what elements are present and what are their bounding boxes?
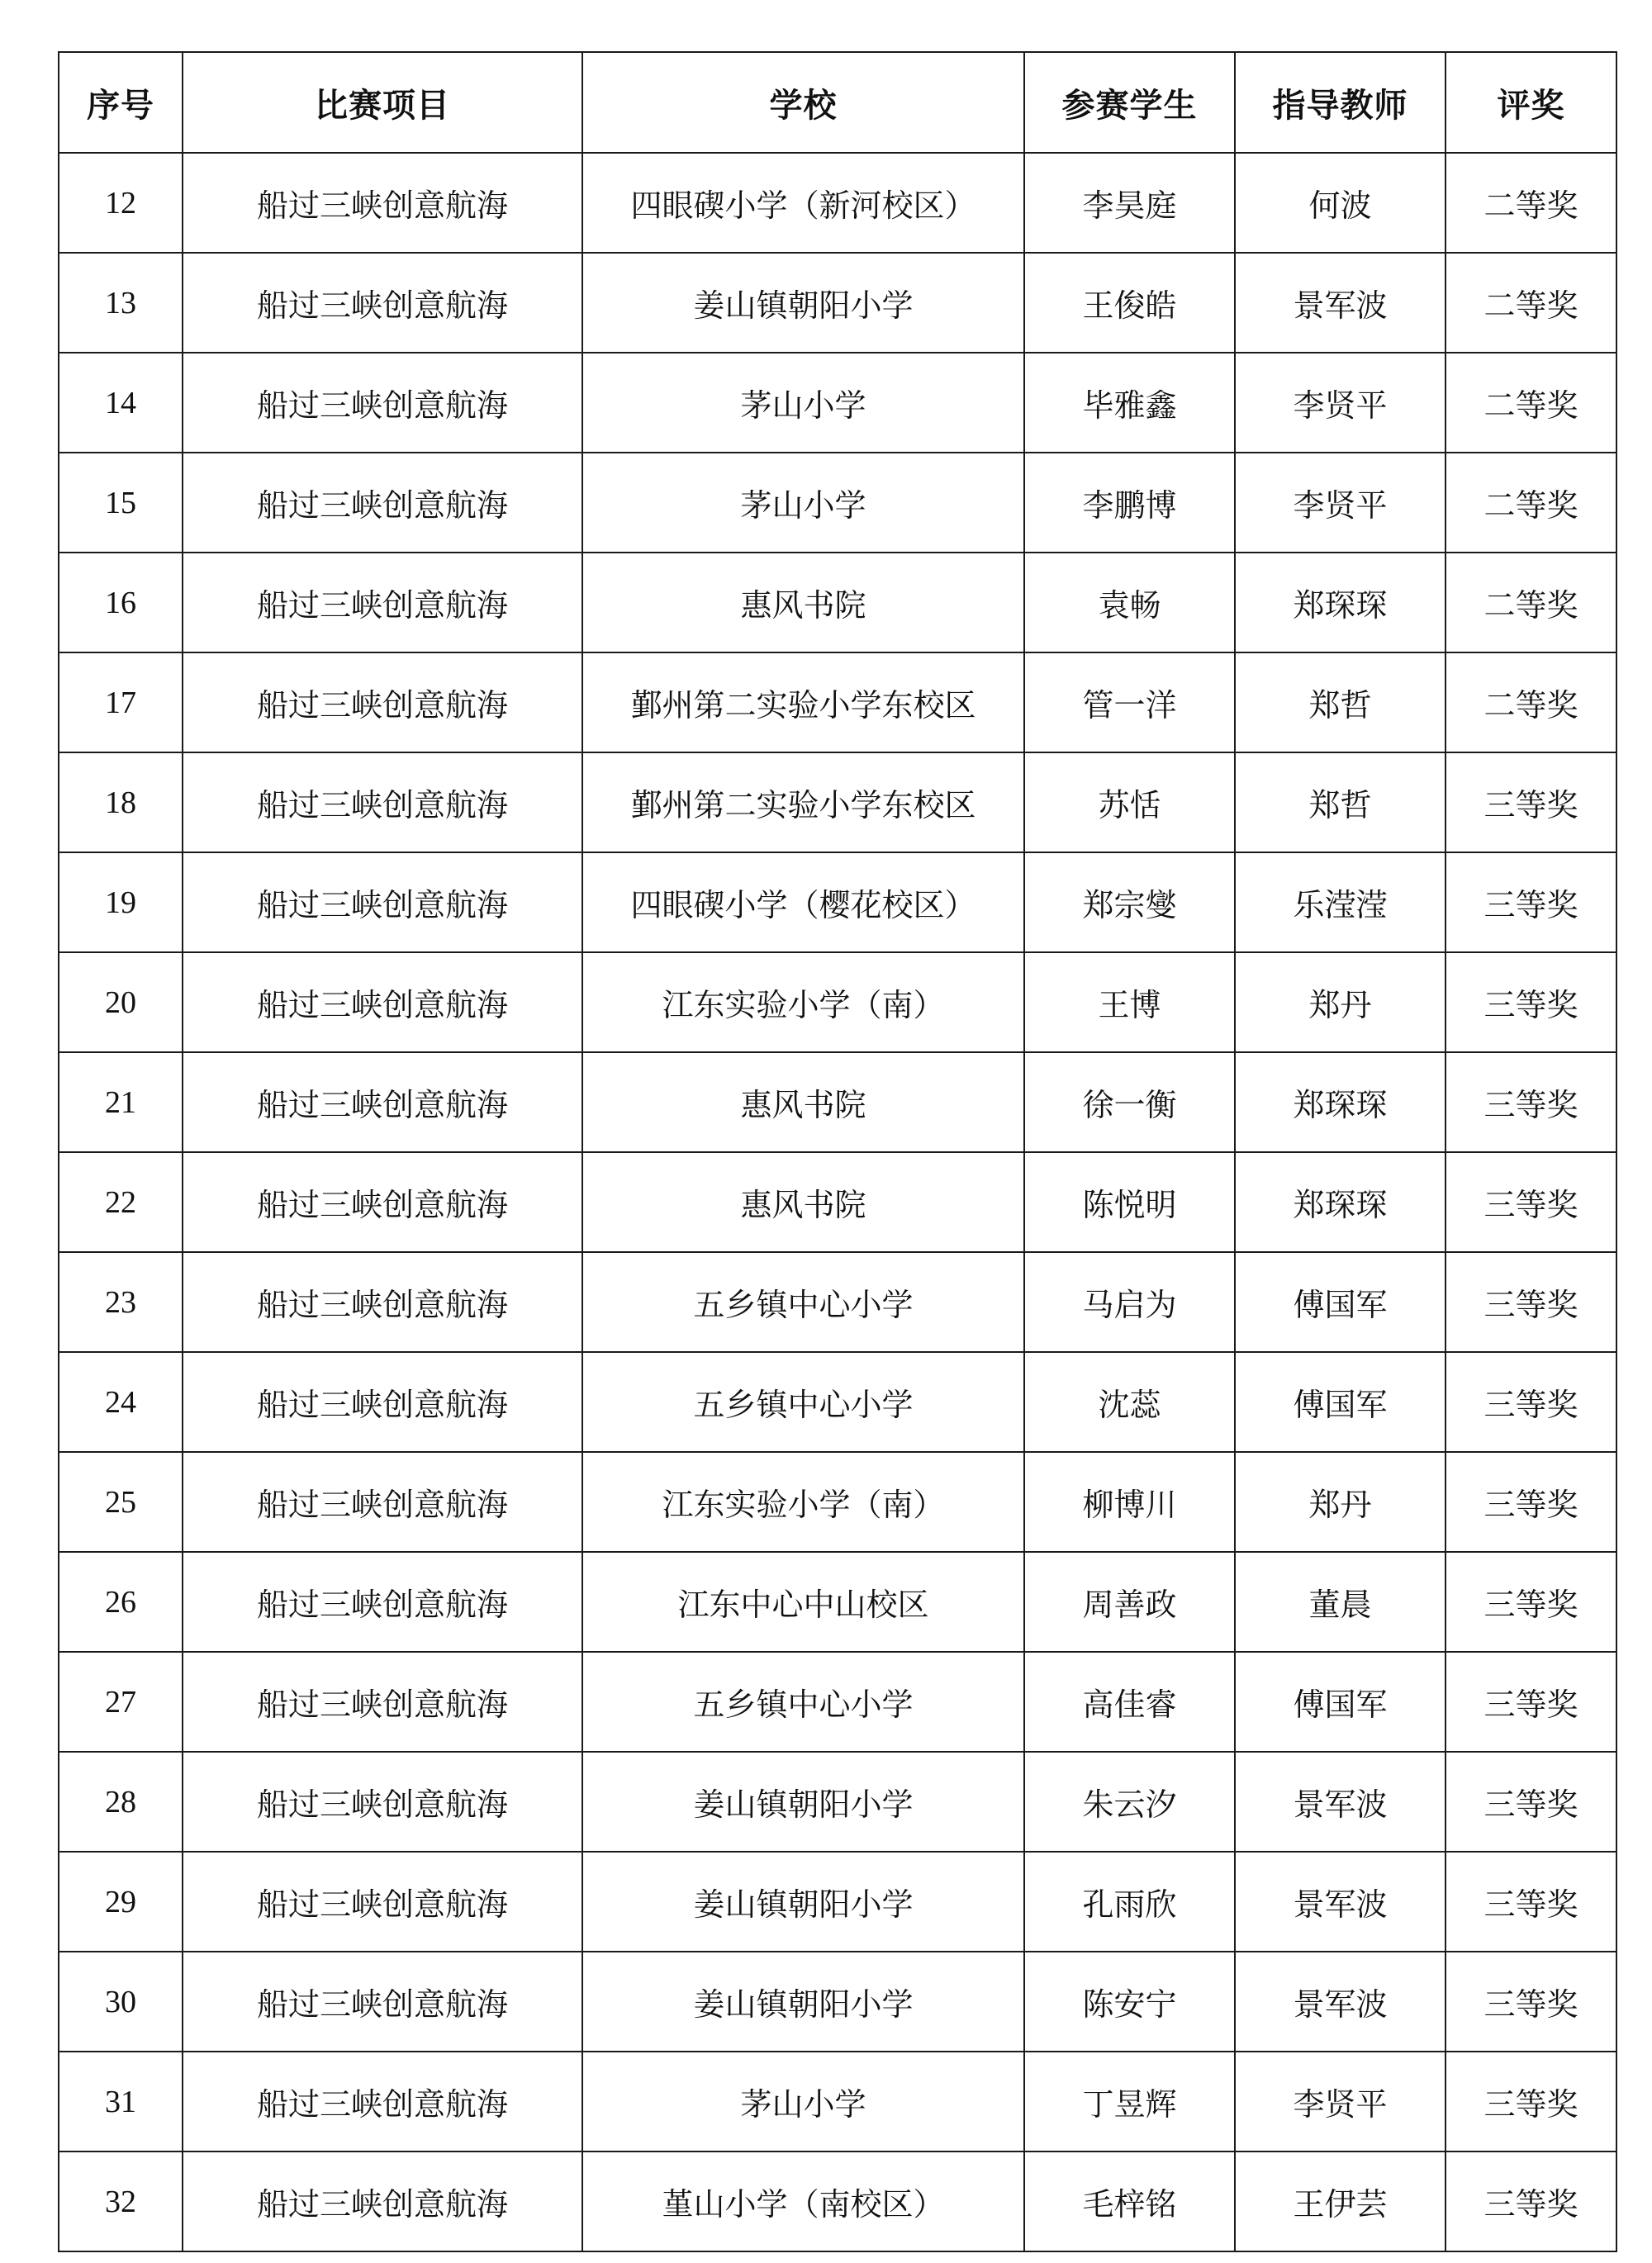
header-award: 评奖: [1446, 52, 1616, 153]
table-row: [59, 952, 1616, 1052]
cell-award: 二等奖: [1446, 153, 1616, 253]
cell-school: 江东实验小学（南）: [582, 952, 1024, 1052]
table-row: [59, 1552, 1616, 1652]
cell-teacher: 景军波: [1235, 253, 1446, 353]
cell-award: 三等奖: [1446, 1952, 1616, 2052]
cell-school: 姜山镇朝阳小学: [582, 1852, 1024, 1952]
table-row: [59, 553, 1616, 652]
cell-teacher: 郑琛琛: [1235, 553, 1446, 652]
cell-teacher: 李贤平: [1235, 453, 1446, 553]
cell-teacher: 李贤平: [1235, 353, 1446, 453]
cell-no: 12: [59, 153, 183, 253]
table-header: [59, 52, 1616, 153]
cell-event: 船过三峡创意航海: [183, 1152, 582, 1252]
cell-event: 船过三峡创意航海: [183, 1052, 582, 1152]
cell-teacher: 傅国军: [1235, 1652, 1446, 1752]
table-row: [59, 652, 1616, 752]
cell-teacher: 傅国军: [1235, 1352, 1446, 1452]
cell-teacher: 董晨: [1235, 1552, 1446, 1652]
cell-student: 徐一衡: [1024, 1052, 1235, 1152]
cell-event: 船过三峡创意航海: [183, 1352, 582, 1452]
cell-no: 21: [59, 1052, 183, 1152]
cell-award: 三等奖: [1446, 1452, 1616, 1552]
cell-no: 14: [59, 353, 183, 453]
table-row: [59, 1352, 1616, 1452]
cell-teacher: 王伊芸: [1235, 2152, 1446, 2251]
cell-award: 三等奖: [1446, 1052, 1616, 1152]
cell-student: 苏恬: [1024, 752, 1235, 852]
table-row: [59, 1052, 1616, 1152]
cell-event: 船过三峡创意航海: [183, 1552, 582, 1652]
header-event: 比赛项目: [183, 52, 582, 153]
cell-student: 王俊皓: [1024, 253, 1235, 353]
cell-student: 李昊庭: [1024, 153, 1235, 253]
cell-school: 四眼碶小学（新河校区）: [582, 153, 1024, 253]
cell-no: 20: [59, 952, 183, 1052]
cell-teacher: 郑琛琛: [1235, 1052, 1446, 1152]
document-page: [58, 51, 1616, 2252]
cell-student: 毕雅鑫: [1024, 353, 1235, 453]
cell-award: 三等奖: [1446, 852, 1616, 952]
cell-award: 三等奖: [1446, 752, 1616, 852]
cell-no: 23: [59, 1252, 183, 1352]
cell-student: 袁畅: [1024, 553, 1235, 652]
cell-award: 二等奖: [1446, 652, 1616, 752]
cell-student: 毛梓铭: [1024, 2152, 1235, 2251]
cell-event: 船过三峡创意航海: [183, 1852, 582, 1952]
cell-no: 26: [59, 1552, 183, 1652]
cell-award: 二等奖: [1446, 553, 1616, 652]
cell-student: 陈悦明: [1024, 1152, 1235, 1252]
cell-event: 船过三峡创意航海: [183, 752, 582, 852]
cell-teacher: 乐滢滢: [1235, 852, 1446, 952]
cell-student: 李鹏博: [1024, 453, 1235, 553]
cell-no: 17: [59, 652, 183, 752]
cell-no: 19: [59, 852, 183, 952]
cell-student: 周善政: [1024, 1552, 1235, 1652]
cell-event: 船过三峡创意航海: [183, 1652, 582, 1752]
table-row: [59, 752, 1616, 852]
cell-school: 惠风书院: [582, 1052, 1024, 1152]
cell-event: 船过三峡创意航海: [183, 952, 582, 1052]
header-student: 参赛学生: [1024, 52, 1235, 153]
cell-teacher: 郑哲: [1235, 652, 1446, 752]
cell-teacher: 何波: [1235, 153, 1446, 253]
cell-school: 惠风书院: [582, 553, 1024, 652]
cell-student: 沈蕊: [1024, 1352, 1235, 1452]
cell-event: 船过三峡创意航海: [183, 1252, 582, 1352]
cell-school: 五乡镇中心小学: [582, 1252, 1024, 1352]
cell-event: 船过三峡创意航海: [183, 153, 582, 253]
table-row: [59, 1152, 1616, 1252]
cell-award: 二等奖: [1446, 253, 1616, 353]
cell-no: 28: [59, 1752, 183, 1852]
cell-no: 22: [59, 1152, 183, 1252]
cell-award: 三等奖: [1446, 1352, 1616, 1452]
cell-no: 13: [59, 253, 183, 353]
cell-school: 姜山镇朝阳小学: [582, 1952, 1024, 2052]
cell-school: 鄞州第二实验小学东校区: [582, 752, 1024, 852]
cell-school: 茅山小学: [582, 353, 1024, 453]
table-row: [59, 153, 1616, 253]
table-row: [59, 353, 1616, 453]
cell-school: 江东实验小学（南）: [582, 1452, 1024, 1552]
cell-event: 船过三峡创意航海: [183, 2152, 582, 2251]
cell-school: 姜山镇朝阳小学: [582, 1752, 1024, 1852]
cell-teacher: 郑丹: [1235, 952, 1446, 1052]
cell-no: 18: [59, 752, 183, 852]
cell-school: 五乡镇中心小学: [582, 1352, 1024, 1452]
cell-student: 王博: [1024, 952, 1235, 1052]
cell-student: 陈安宁: [1024, 1952, 1235, 2052]
table-row: [59, 1652, 1616, 1752]
cell-award: 二等奖: [1446, 353, 1616, 453]
cell-student: 管一洋: [1024, 652, 1235, 752]
cell-event: 船过三峡创意航海: [183, 652, 582, 752]
cell-student: 朱云汐: [1024, 1752, 1235, 1852]
cell-teacher: 景军波: [1235, 1952, 1446, 2052]
cell-award: 三等奖: [1446, 2052, 1616, 2152]
cell-student: 郑宗燮: [1024, 852, 1235, 952]
cell-teacher: 郑丹: [1235, 1452, 1446, 1552]
cell-school: 堇山小学（南校区）: [582, 2152, 1024, 2251]
cell-teacher: 景军波: [1235, 1752, 1446, 1852]
header-teacher: 指导教师: [1235, 52, 1446, 153]
cell-student: 柳博川: [1024, 1452, 1235, 1552]
cell-award: 三等奖: [1446, 952, 1616, 1052]
cell-student: 孔雨欣: [1024, 1852, 1235, 1952]
cell-teacher: 景军波: [1235, 1852, 1446, 1952]
cell-school: 江东中心中山校区: [582, 1552, 1024, 1652]
cell-award: 三等奖: [1446, 1152, 1616, 1252]
cell-event: 船过三峡创意航海: [183, 1452, 582, 1552]
cell-event: 船过三峡创意航海: [183, 852, 582, 952]
cell-school: 五乡镇中心小学: [582, 1652, 1024, 1752]
cell-award: 三等奖: [1446, 1752, 1616, 1852]
cell-student: 丁昱辉: [1024, 2052, 1235, 2152]
table-row: [59, 1452, 1616, 1552]
cell-no: 32: [59, 2152, 183, 2251]
cell-award: 三等奖: [1446, 1852, 1616, 1952]
cell-no: 25: [59, 1452, 183, 1552]
cell-student: 高佳睿: [1024, 1652, 1235, 1752]
cell-school: 茅山小学: [582, 453, 1024, 553]
cell-teacher: 郑哲: [1235, 752, 1446, 852]
table-row: [59, 2152, 1616, 2251]
cell-award: 三等奖: [1446, 1252, 1616, 1352]
cell-school: 茅山小学: [582, 2052, 1024, 2152]
cell-no: 16: [59, 553, 183, 652]
cell-no: 31: [59, 2052, 183, 2152]
cell-award: 三等奖: [1446, 2152, 1616, 2251]
cell-teacher: 李贤平: [1235, 2052, 1446, 2152]
cell-school: 鄞州第二实验小学东校区: [582, 652, 1024, 752]
table-row: [59, 1252, 1616, 1352]
cell-event: 船过三峡创意航海: [183, 353, 582, 453]
cell-no: 29: [59, 1852, 183, 1952]
table-body: [59, 153, 1616, 2251]
header-school: 学校: [582, 52, 1024, 153]
cell-event: 船过三峡创意航海: [183, 453, 582, 553]
cell-award: 三等奖: [1446, 1552, 1616, 1652]
cell-school: 惠风书院: [582, 1152, 1024, 1252]
cell-school: 四眼碶小学（樱花校区）: [582, 852, 1024, 952]
table-row: [59, 1952, 1616, 2052]
cell-event: 船过三峡创意航海: [183, 2052, 582, 2152]
awards-table: [58, 51, 1617, 2252]
table-row: [59, 253, 1616, 353]
cell-teacher: 傅国军: [1235, 1252, 1446, 1352]
cell-award: 三等奖: [1446, 1652, 1616, 1752]
cell-event: 船过三峡创意航海: [183, 253, 582, 353]
table-row: [59, 1852, 1616, 1952]
table-row: [59, 453, 1616, 553]
cell-no: 30: [59, 1952, 183, 2052]
table-row: [59, 852, 1616, 952]
cell-student: 马启为: [1024, 1252, 1235, 1352]
cell-no: 27: [59, 1652, 183, 1752]
cell-teacher: 郑琛琛: [1235, 1152, 1446, 1252]
cell-award: 二等奖: [1446, 453, 1616, 553]
cell-no: 15: [59, 453, 183, 553]
cell-event: 船过三峡创意航海: [183, 1752, 582, 1852]
cell-event: 船过三峡创意航海: [183, 553, 582, 652]
cell-school: 姜山镇朝阳小学: [582, 253, 1024, 353]
cell-event: 船过三峡创意航海: [183, 1952, 582, 2052]
table-row: [59, 1752, 1616, 1852]
cell-no: 24: [59, 1352, 183, 1452]
table-row: [59, 2052, 1616, 2152]
header-row: [59, 52, 1616, 153]
header-no: 序号: [59, 52, 183, 153]
